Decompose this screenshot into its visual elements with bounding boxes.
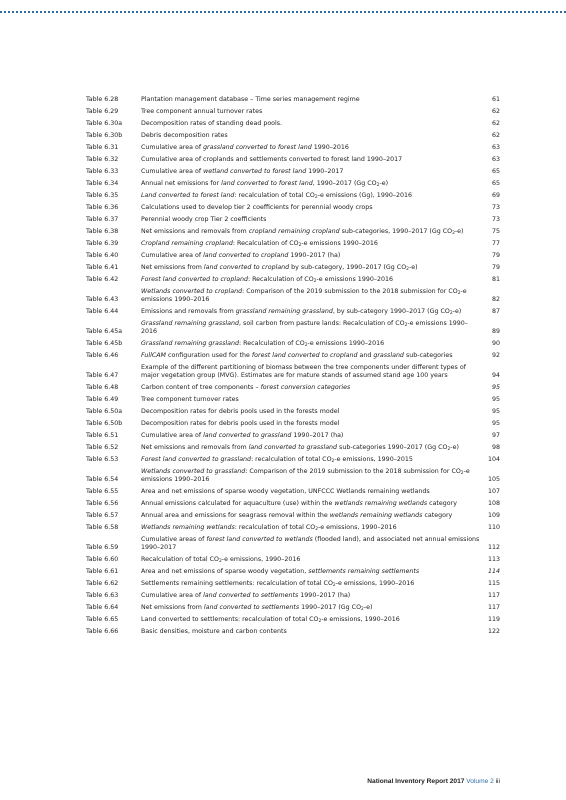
toc-entry[interactable]	[86, 192, 500, 200]
toc-entry-page: 117	[487, 604, 500, 611]
toc-entry-page: 69	[491, 192, 500, 199]
toc-entry-title: Emissions and removals from grassland remaining grassland, by sub-category 1990–2017 (Gg $CO_2-e$)	[141, 308, 462, 316]
toc-entry-number: Table 6.38	[86, 228, 119, 235]
toc-entry-page: 97	[491, 432, 500, 439]
toc-entry-title: Perennial woody crop Tier 2 coefficients	[141, 216, 267, 223]
toc-entry-number: Table 6.52	[86, 444, 119, 451]
toc-entry-page: 79	[491, 264, 500, 271]
toc-entry-number: Table 6.32	[86, 156, 119, 163]
toc-entry-title: Tree component annual turnover rates	[141, 108, 263, 115]
toc-entry-page: 61	[491, 96, 500, 103]
toc-entry-title: Net emissions from land converted to settlements 1990–2017 (Gg $CO_2-e$)	[141, 604, 373, 612]
toc-entry-number: Table 6.36	[86, 204, 119, 211]
toc-entry-number: Table 6.37	[86, 216, 119, 223]
toc-entry-number: Table 6.59	[86, 544, 119, 551]
toc-entry-number: Table 6.45a	[86, 328, 123, 335]
toc-entry[interactable]	[86, 468, 500, 484]
toc-entry-number: Table 6.51	[86, 432, 119, 439]
toc-entry-page: 77	[491, 240, 500, 247]
toc-entry[interactable]	[86, 616, 500, 624]
toc-entry-page: 95	[491, 420, 500, 427]
toc-entry-title: FullCAM configuration used for the forest land converted to cropland and grassland sub-categories	[141, 352, 453, 359]
table-of-contents-list	[86, 96, 500, 640]
toc-entry-number: Table 6.61	[86, 568, 119, 575]
toc-entry-number: Table 6.54	[86, 476, 119, 483]
toc-entry[interactable]	[86, 132, 500, 140]
toc-entry-page: 73	[491, 216, 500, 223]
toc-entry-number: Table 6.56	[86, 500, 119, 507]
toc-entry-title: Cumulative area of grassland converted to forest land 1990–2016	[141, 144, 349, 151]
toc-entry-page: 98	[491, 444, 500, 451]
toc-entry[interactable]	[86, 320, 500, 336]
toc-entry-title: Cumulative areas of forest land converted to wetlands (flooded land), and associated net annual emissions 1990–2017	[141, 536, 480, 551]
toc-entry-number: Table 6.41	[86, 264, 119, 271]
toc-entry-number: Table 6.31	[86, 144, 119, 151]
toc-entry-number: Table 6.48	[86, 384, 119, 391]
toc-entry[interactable]	[86, 524, 500, 532]
toc-entry[interactable]	[86, 240, 500, 248]
toc-entry-number: Table 6.42	[86, 276, 119, 283]
toc-entry-title: Wetlands converted to grassland: Comparison of the 2019 submission to the 2018 submission for $CO_2-e$ emissions 1990–2016	[141, 468, 470, 483]
toc-entry-title: Area and net emissions of sparse woody vegetation, settlements remaining settlements	[141, 568, 420, 575]
toc-entry[interactable]	[86, 308, 500, 316]
toc-entry-title: Net emissions and removals from cropland remaining cropland sub-categories, 1990–2017 (Gg $CO_2-e$)	[141, 228, 464, 236]
toc-entry[interactable]	[86, 204, 500, 212]
toc-entry-title: Annual net emissions for land converted to forest land, 1990–2017 (Gg $CO_2-e$)	[141, 180, 389, 188]
toc-entry-title: Forest land converted to grassland: recalculation of total $CO_2-e$ emissions, 1990–2015	[141, 456, 413, 464]
toc-entry[interactable]	[86, 352, 500, 360]
toc-entry[interactable]	[86, 604, 500, 612]
toc-entry-number: Table 6.63	[86, 592, 119, 599]
toc-entry[interactable]	[86, 156, 500, 164]
toc-entry[interactable]	[86, 180, 500, 188]
toc-entry-title: Annual area and emissions for seagrass removal within the wetlands remaining wetlands category	[141, 512, 453, 519]
toc-entry-title: Recalculation of total $CO_2-e$ emissions, 1990–2016	[141, 556, 301, 564]
toc-entry-number: Table 6.50b	[86, 420, 123, 427]
toc-entry-title: Net emissions and removals from land converted to grassland sub-categories 1990–2017 (Gg $CO_2-e$)	[141, 444, 459, 452]
toc-entry-title: Net emissions from land converted to cropland by sub-category, 1990–2017 (Gg $CO_2-e$)	[141, 264, 418, 272]
toc-entry-title: Wetlands converted to cropland: Comparison of the 2019 submission to the 2018 submission for $CO_2-e$ emissions 1990–2016	[141, 288, 467, 303]
toc-entry-page: 94	[491, 372, 500, 379]
toc-entry-title: Plantation management database – Time series management regime	[141, 96, 360, 103]
toc-entry-number: Table 6.39	[86, 240, 119, 247]
toc-entry[interactable]	[86, 384, 500, 392]
toc-entry-page: 105	[487, 476, 500, 483]
toc-entry[interactable]	[86, 120, 500, 128]
toc-entry-title: Cumulative area of land converted to grassland 1990–2017 (ha)	[141, 432, 344, 439]
toc-entry-number: Table 6.66	[86, 628, 119, 635]
toc-entry-number: Table 6.33	[86, 168, 119, 175]
toc-entry-page: 73	[491, 204, 500, 211]
toc-entry-page: 104	[487, 456, 500, 463]
toc-entry-title: Example of the different partitioning of biomass between the tree components under different types of major vegetation group (MVG). Estimates are for mature stands of assumed stand age 100 years	[141, 364, 466, 379]
toc-entry-page: 115	[487, 580, 500, 587]
toc-entry-title: Annual emissions calculated for aquaculture (use) within the wetlands remaining wetlands category	[141, 500, 457, 507]
toc-entry-number: Table 6.53	[86, 456, 119, 463]
toc-entry[interactable]	[86, 568, 500, 576]
toc-entry-title: Calculations used to develop tier 2 coefficients for perennial woody crops	[141, 204, 373, 211]
toc-entry[interactable]	[86, 512, 500, 520]
toc-entry-title: Cumulative area of croplands and settlements converted to forest land 1990–2017	[141, 156, 403, 163]
toc-entry-page: 79	[491, 252, 500, 259]
toc-entry-number: Table 6.64	[86, 604, 119, 611]
toc-entry-page: 122	[487, 628, 500, 635]
top-dotted-rule	[0, 11, 566, 13]
toc-entry[interactable]	[86, 420, 500, 428]
toc-entry[interactable]	[86, 108, 500, 116]
toc-entry[interactable]	[86, 488, 500, 496]
toc-entry-page: 62	[491, 120, 500, 127]
toc-entry-title: Cumulative area of land converted to cropland 1990–2017 (ha)	[141, 252, 341, 259]
toc-entry-page: 62	[491, 132, 500, 139]
toc-entry[interactable]	[86, 556, 500, 564]
toc-entry-page: 65	[491, 168, 500, 175]
toc-entry-number: Table 6.44	[86, 308, 119, 315]
toc-entry[interactable]	[86, 252, 500, 260]
toc-entry-page: 90	[491, 340, 500, 347]
toc-entry[interactable]	[86, 144, 500, 152]
toc-entry-title: Tree component turnover rates	[141, 396, 239, 403]
toc-entry-page: 95	[491, 408, 500, 415]
toc-entry-title: Carbon content of tree components – forest conversion categories	[141, 384, 351, 391]
toc-entry[interactable]	[86, 96, 500, 104]
toc-entry-number: Table 6.47	[86, 372, 119, 379]
toc-entry-title: Grassland remaining grassland, soil carbon from pasture lands: Recalculation of $CO_2-e$ emissions 1990–2016	[141, 320, 468, 335]
toc-entry[interactable]	[86, 580, 500, 588]
toc-entry-title: Grassland remaining grassland: Recalculation of $CO_2-e$ emissions 1990–2016	[141, 340, 385, 348]
toc-entry-page: 112	[487, 544, 500, 551]
toc-entry-page: 113	[487, 556, 500, 563]
toc-entry-number: Table 6.58	[86, 524, 119, 531]
toc-entry-number: Table 6.34	[86, 180, 119, 187]
toc-entry-page: 63	[491, 144, 500, 151]
toc-entry-title: Forest land converted to cropland: Recalculation of $CO_2-e$ emissions 1990–2016	[141, 276, 394, 284]
toc-entry[interactable]	[86, 456, 500, 464]
toc-entry-page: 87	[491, 308, 500, 315]
toc-entry-title: Basic densities, moisture and carbon contents	[141, 628, 287, 635]
toc-entry-number: Table 6.50a	[86, 408, 123, 415]
toc-entry-title: Decomposition rates for debris pools used in the forests model	[141, 408, 340, 415]
toc-entry-title: Decomposition rates of standing dead pools.	[141, 120, 283, 127]
toc-entry-number: Table 6.30a	[86, 120, 123, 127]
toc-entry-number: Table 6.45b	[86, 340, 123, 347]
toc-entry-page: 89	[491, 328, 500, 335]
toc-entry-number: Table 6.46	[86, 352, 119, 359]
footer-report-title: National Inventory Report 2017	[367, 778, 465, 785]
toc-entry-page: 109	[487, 512, 500, 519]
toc-entry[interactable]	[86, 340, 500, 348]
toc-entry-title: Land converted to forest land: recalculation of total $CO_2-e$ emissions (Gg), 1990–2016	[141, 192, 413, 200]
toc-entry-page: 81	[491, 276, 500, 283]
toc-entry[interactable]	[86, 408, 500, 416]
toc-entry[interactable]	[86, 276, 500, 284]
toc-entry-title: Cropland remaining cropland: Recalculation of $CO_2-e$ emissions 1990–2016	[141, 240, 378, 248]
toc-entry-page: 63	[491, 156, 500, 163]
toc-entry-title: Decomposition rates for debris pools used in the forests model	[141, 420, 340, 427]
toc-entry-page: 119	[487, 616, 500, 623]
toc-entry-page: 65	[491, 180, 500, 187]
toc-entry-number: Table 6.43	[86, 296, 119, 303]
toc-entry-number: Table 6.60	[86, 556, 119, 563]
footer-volume: Volume 2	[466, 778, 494, 785]
toc-entry[interactable]	[86, 364, 500, 380]
toc-entry-title: Area and net emissions of sparse woody vegetation, UNFCCC Wetlands remaining wetlands	[141, 488, 430, 495]
toc-entry[interactable]	[86, 396, 500, 404]
toc-entry-title: Cumulative area of wetland converted to forest land 1990–2017	[141, 168, 344, 175]
toc-entry[interactable]	[86, 228, 500, 236]
toc-entry-page: 110	[487, 524, 500, 531]
toc-entry-number: Table 6.30b	[86, 132, 123, 139]
toc-entry-page: 108	[487, 500, 500, 507]
toc-entry-number: Table 6.35	[86, 192, 119, 199]
toc-entry[interactable]	[86, 500, 500, 508]
toc-entry-number: Table 6.28	[86, 96, 119, 103]
toc-entry-page: 114	[487, 568, 500, 575]
toc-entry[interactable]	[86, 216, 500, 224]
toc-entry-title: Land converted to settlements: recalculation of total $CO_2-e$ emissions, 1990–2016	[141, 616, 400, 624]
toc-entry-page: 95	[491, 384, 500, 391]
toc-entry-page: 62	[491, 108, 500, 115]
toc-entry-page: 75	[491, 228, 500, 235]
toc-entry[interactable]	[86, 432, 500, 440]
page-footer	[330, 778, 500, 785]
toc-entry-number: Table 6.55	[86, 488, 119, 495]
toc-entry-page: 107	[487, 488, 500, 495]
toc-entry-page: 92	[491, 352, 500, 359]
toc-entry[interactable]	[86, 592, 500, 600]
toc-entry-title: Cumulative area of land converted to settlements 1990–2017 (ha)	[141, 592, 351, 599]
toc-entry[interactable]	[86, 536, 500, 552]
toc-entry-number: Table 6.57	[86, 512, 119, 519]
toc-entry-number: Table 6.65	[86, 616, 119, 623]
toc-entry[interactable]	[86, 288, 500, 304]
toc-entry[interactable]	[86, 264, 500, 272]
toc-entry-page: 82	[491, 296, 500, 303]
toc-entry[interactable]	[86, 628, 500, 636]
toc-entry-page: 117	[487, 592, 500, 599]
toc-entry-title: Wetlands remaining wetlands: recalculation of total $CO_2-e$ emissions, 1990–2016	[141, 524, 397, 532]
toc-entry-number: Table 6.40	[86, 252, 119, 259]
toc-entry-number: Table 6.62	[86, 580, 119, 587]
toc-entry-title: Debris decomposition rates	[141, 132, 228, 139]
toc-entry[interactable]	[86, 444, 500, 452]
toc-entry-number: Table 6.29	[86, 108, 119, 115]
footer-page-number: iii	[495, 778, 500, 785]
toc-entry-title: Settlements remaining settlements: recalculation of total $CO_2-e$ emissions, 1990–2016	[141, 580, 415, 588]
toc-entry-page: 95	[491, 396, 500, 403]
toc-entry-number: Table 6.49	[86, 396, 119, 403]
toc-entry[interactable]	[86, 168, 500, 176]
